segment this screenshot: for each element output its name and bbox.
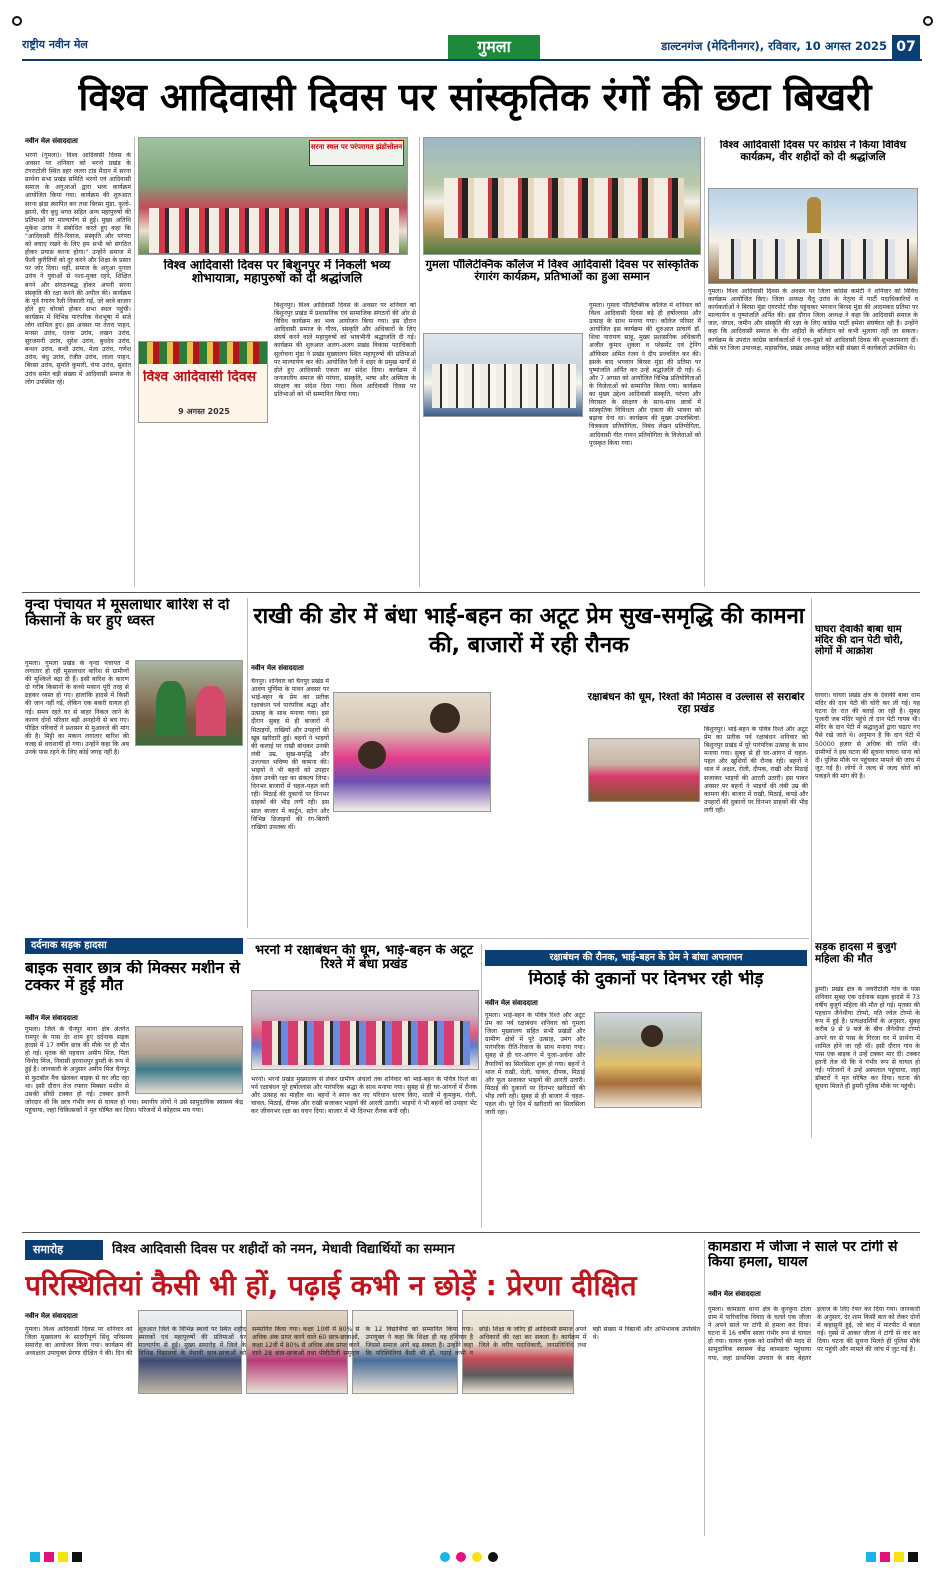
- story-elderly-headline: सड़क हादसा में बुजुर्ग महिला की मौत: [815, 942, 897, 965]
- poster-date: 9 अगस्त 2025: [178, 407, 230, 416]
- story-bharno-text: भरनो। भरनो प्रखंड मुख्यालय से लेकर ग्रामीण अंचलों तक शनिवार को भाई-बहन के पवित्र रिश्ते का पर्व रक्षाबंधन पूरे हर्षोल्लास और पारंपरिक श्रद्धा के साथ मनाया गया। सुबह से ही घर-आंगनों में रौनक और उत्साह का माहौल था। बहनों ने स्नान कर नए परिधान धारण किए, थाली में कुमकुम, रोली, चावल, मिठाई, दीपक और राखी सजाकर भाइयों की आरती उतारी। भाइयों ने भी बहनों को उपहार भेंट कर जीवनभर रक्षा का वचन दिया। बाजार में भी दिनभर रौनक बनी रही।: [251, 1076, 477, 1116]
- color-swatch-magenta: [880, 1552, 890, 1562]
- side-story-headline: कामडारा में जीजा ने साले पर टांगी से किया हमला, घायल: [708, 1240, 898, 1271]
- story-congress-text: गुमला। विश्व आदिवासी दिवस के अवसर पर जिला कांग्रेस कमेटी ने शनिवार को विविध कार्यक्रम आयोजित किए। जिला अध्यक्ष चैतू उरांव के नेतृत्व में पार्टी पदाधिकारियों व कार्यकर्ताओं ने बिरसा मुंडा एयरपोर्ट चौक पहुंचकर भगवान बिरसा मुंडा की आदमकद प्रतिमा पर माल्यार्पण व पुष्पांजलि अर्पित की। इस दौरान जिला अध्यक्ष ने कहा कि आदिवासी समाज के जल, जंगल, जमीन और संस्कृति की रक्षा के लिए कांग्रेस पार्टी हमेशा संघर्षरत रही है। उन्होंने कहा कि आदिवासी समाज के वीर शहीदों के बलिदान को कभी भुलाया नहीं जा सकता। कार्यक्रम के उपरांत कांग्रेस कार्यकर्ताओं ने एक-दूसरे को आदिवासी दिवस की शुभकामनाएं दीं। मौके पर जिला उपाध्यक्ष, महासचिव, प्रखंड अध्यक्ष सहित बड़ी संख्या में कार्यकर्ता उपस्थित थे।: [708, 288, 918, 352]
- section-rule: [22, 592, 920, 593]
- section-label: गुमला: [448, 35, 540, 59]
- story-polytechnic-headline: गुमला पॉलिटेक्निक कॉलेज में विश्व आदिवासी दिवस पर सांस्कृतिक रंगारंग कार्यक्रम, प्रतिभाओं का हुआ सम्मान: [425, 259, 699, 284]
- column-rule: [704, 137, 705, 587]
- section-rule: [247, 938, 809, 939]
- accident-tagbar: दर्दनाक सड़क हादसा: [25, 938, 243, 954]
- column-rule: [247, 598, 248, 928]
- story-congress-headline: विश्व आदिवासी दिवस पर कांग्रेस ने किया विविध कार्यक्रम, वीर शहीदों को दी श्रद्धांजलि: [719, 140, 907, 163]
- story-bishunpur-headline: विश्व आदिवासी दिवस पर बिशुनपुर में निकली भव्य शोभायात्रा, महापुरुषों को दी श्रद्धांजलि: [163, 259, 391, 286]
- section-rule: [22, 1232, 920, 1233]
- column-rule: [419, 137, 420, 587]
- story-accident-headline: बाइक सवार छात्र की मिक्सर मशीन से टक्कर में हुई मौत: [25, 960, 240, 995]
- color-swatch-yellow: [58, 1552, 68, 1562]
- column-rule: [481, 944, 482, 1228]
- side-story-text: गुमला। कामडारा थाना क्षेत्र के कुरकुरा टोला ग्राम में पारिवारिक विवाद के चलते एक जीजा ने अपने साले पर टांगी से हमला कर दिया। घटना में 16 वर्षीय साला गंभीर रूप से घायल हो गया। घायल युवक को ग्रामीणों की मदद से सामुदायिक स्वास्थ्य केंद्र कामडारा पहुंचाया गया, जहां प्राथमिक उपचार के बाद बेहतर इलाज के लिए रेफर कर दिया गया। जानकारी के अनुसार, देर शाम किसी बात को लेकर दोनों में कहासुनी हुई, जो बाद में मारपीट में बदल गई। गुस्से में आकर जीजा ने टांगी से वार कर दिया। घटना की सूचना मिलते ही पुलिस मौके पर पहुंची और मामले की जांच में जुट गई है।: [708, 1306, 920, 1362]
- main-lead-text: भरनो (गुमला)। विश्व आदिवासी दिवस के अवसर पर शनिवार को भरनो प्रखंड के टंगराटोली स्थित डहर जतरा टांड मैदान में सरना प्रार्थना सभा प्रखंड समिति भरनो एवं आदिवासी समाज के अगुआओं द्वारा भव्य कार्यक्रम आयोजित किया गया। कार्यक्रम की शुरुआत सरना झंडा स्थापित कर तथा बिरसा मुंडा, फूलो-झानो, वीर बुधु भगत सहित अन्य महापुरुषों की प्रतिमाओं पर माल्यार्पण से हुई। मुख्य अतिथि मुकेश उरांव ने संबोधित करते हुए कहा कि "आदिवासी रीति-रिवाज, संस्कृति और परंपरा को बचाए रखने के लिए हम सभी को संगठित होकर प्रयास करना होगा।" उन्होंने समाज में फैली कुरीतियों को दूर करने और शिक्षा के प्रसार पर जोर दिया। वहीं, समाज के अगुआ पुनाल उरांव ने युवाओं से नशा-मुक्त रहने, शिक्षित बनने और संगठनबद्ध होकर अपनी सरना संस्कृति की रक्षा करने की अपील की। कार्यक्रम के पूर्व रंगारंग रैली निकाली गई, जो बरवे बाजार होते हुए बोरको होकर सभा स्थल पहुंची। कार्यक्रम में विभिन्न पारंपरिक वेशभूषा में सजे लोग शामिल हुए। इस अवसर पर तेतरा पाहन, मनसा उरांव, एतवा उरांव, लखन उरांव, सुरजमनी उरांव, सुरेश उरांव, बुधदेव उरांव, बन्धन उरांव, बन्धी उरांव, मेला उरांव, गणेश उरांव, बंधु उरांव, रंजीत उरांव, लाला पाहन, बिरसा उरांव, सुमति कुमारी, चंपा उरांव, सुशांत उरांव समेत बड़ी संख्या में आदिवासी समाज के लोग उपस्थित रहे।: [25, 152, 131, 386]
- color-swatch-black: [908, 1552, 918, 1562]
- story-rakhi-sub-text: बिशुनपुर। भाई-बहन के पवित्र रिश्ते और अटूट प्रेम का प्रतीक पर्व रक्षाबंधन शनिवार को बिशुनपुर प्रखंड में पूरे पारंपरिक उत्साह के साथ मनाया गया। सुबह से ही घर-आंगन में चहल-पहल और खुशियों की रौनक रही। बहनों ने थाल में अक्षत, रोली, दीपक, राखी और मिठाई सजाकर भाइयों की आरती उतारी। इस पावन अवसर पर बहनों ने भाइयों की लंबी उम्र की कामना की। बाजार में राखी, मिठाई, कपड़े और उपहारों की दुकानों पर दिनभर ग्राहकों की भीड़ लगी रही।: [704, 726, 808, 814]
- color-swatch-black: [72, 1552, 82, 1562]
- story-elderly-text: डुमरी। प्रखंड क्षेत्र के जयरीटोली गांव के पास शनिवार सुबह एक दर्दनाक सड़क हादसे में 73 वर्षीय बुजुर्ग महिला की मौत हो गई। मृतका की पहचान जैनेथीया टोप्पो, पति ज्वेल टोप्पो के रूप में हुई है। प्रत्यक्षदर्शियों के अनुसार, सुबह करीब 9 से 9 बजे के बीच जैनेथीया टोप्पो अपने घर से पास के गिरजा घर में प्रार्थना में शामिल होने जा रही थीं। इसी दौरान गांव के पास एक बाइक ने उन्हें टक्कर मार दी। टक्कर इतनी तेज थी कि वे गंभीर रूप से घायल हो गईं। परिजनों ने उन्हें अस्पताल पहुंचाया, जहां डॉक्टरों ने मृत घोषित कर दिया। घटना की सूचना मिलते ही डुमरी पुलिस मौके पर पहुंची।: [815, 986, 920, 1091]
- story-bishunpur-text: बिशुनपुर। विश्व आदिवासी दिवस के अवसर पर शनिवार को बिशुनपुर प्रखंड में प्रशासनिक एवं सामाजिक संगठनों की ओर से विविध कार्यक्रम का भव्य आयोजन किया गया। इस दौरान आदिवासी समाज के गौरव, संस्कृति और अधिकारों के लिए संघर्ष करने वाले महापुरुषों को भावभीनी श्रद्धांजलि दी गई। कार्यक्रम की शुरुआत अलग-अलग प्रखंड विकास पदाधिकारी सुलोचना मुंडा ने प्रखंड मुख्यालय स्थित महापुरुषों की प्रतिमाओं पर माल्यार्पण कर की। आयोजित रैली ने शहर के प्रमुख मार्गों से होते हुए आदिवासी एकता का संदेश दिया। कार्यक्रम में जनजातीय समाज की परंपरा, संस्कृति, भाषा और अस्मिता के संरक्षण का संदेश दिया गया। विश्व आदिवासी दिवस पर प्रतिभाओं को भी सम्मानित किया गया।: [274, 302, 416, 399]
- page-number: 07: [892, 35, 920, 59]
- story-theft-text: घाघरा। घाघरा प्रखंड क्षेत्र के देवाकी बाबा धाम मंदिर की दान पेटी की चोरी कर ली गई। यह घटना देर रात की बताई जा रही है। सुबह पुजारी जब मंदिर पहुंचे तो दान पेटी गायब थी। मंदिर के दान पेटी में श्रद्धालुओं द्वारा चढ़ाए गए पैसे रखे जाते थे। अनुमान है कि दान पेटी में 50000 हजार से अधिक की राशि थी। ग्रामीणों ने इस घटना की सूचना घाघरा थाना को दी। पुलिस मौके पर पहुंचकर मामले की जांच में जुट गई है। लोगों ने जल्द से जल्द चोरों को पकड़ने की मांग की है।: [815, 692, 920, 780]
- story-rakhi-text: चैनपुर। शनिवार को चैनपुर प्रखंड में आवण पूर्णिमा के पावन अवसर पर भाई-बहन के प्रेम का प्रतीक रक्षाबंधन पर्व पारंपरिक श्रद्धा और उत्साह के साथ मनाया गया। इस दौरान सुबह से ही बाजारों में मिठाइयों, राखियों और उपहारों की खूब खरीदारी हुई। बहनों ने भाइयों की कलाई पर राखी बांधकर उनकी लंबी उम्र, सुख-समृद्धि और उज्ज्वल भविष्य की कामना की। भाइयों ने भी बहनों को उपहार देकर उनकी रक्षा का संकल्प लिया। दिनभर बाजारों में चहल-पहल बनी रही। मिठाई की दुकानों पर दिनभर ग्राहकों की भीड़ लगी रही। इस साल बाजार में कार्टून, स्टोन और विभिन्न डिजाइनों की रंग-बिरंगी राखियां उपलब्ध थीं।: [251, 678, 329, 831]
- sweets-tagbar: रक्षाबंधन की रौनक, भाई-बहन के प्रेम ने बांधा अपनापन: [485, 950, 807, 966]
- column-rule: [134, 137, 135, 587]
- story-polytechnic-text: गुमला। गुमला पॉलिटेक्निक कॉलेज में शनिवार को विश्व आदिवासी दिवस बड़े ही हर्षोल्लास और उत्साह के साथ मनाया गया। कॉलेज परिसर में आयोजित इस कार्यक्रम की शुरुआत प्राचार्य डॉ. शिवा नारायण साहू, मुख्य प्रशासनिक अधिकारी अजीत कुमार शुक्ला व प्लेसमेंट एवं ट्रेनिंग ऑफिसर अमित रंजन ने दीप प्रज्वलित कर की। इसके बाद भगवान बिरसा मुंडा की प्रतिमा पर पुष्पांजलि अर्पित कर उन्हें श्रद्धांजलि दी गई। 6 और 7 अगस्त को आयोजित विभिन्न प्रतियोगिताओं के विजेताओं को सम्मानित किया गया। कार्यक्रम का मुख्य उद्देश्य आदिवासी संस्कृति, परंपरा और विरासत के संरक्षण के साथ-साथ छात्रों में सांस्कृतिक विविधता और एकता की भावना को बढ़ावा देना था। कार्यक्रम की मुख्य उपलब्धियां: चित्रकला प्रतियोगिता, निबंध लेखन प्रतियोगिता, आदिवासी गीत गायन प्रतियोगिता के विजेताओं को पुरस्कृत किया गया।: [589, 302, 701, 447]
- side-byline: नवीन मेल संवाददाता: [708, 1290, 761, 1298]
- registration-mark: [12, 16, 22, 26]
- story-bharno-headline: भरनो में रक्षाबंधन की धूम, भाई-बहन के अटूट रिश्ते में बंधा प्रखंड: [254, 944, 474, 973]
- color-swatch-magenta: [44, 1552, 54, 1562]
- story-sweets-headline: मिठाई की दुकानों पर दिनभर रही भीड़: [528, 970, 764, 989]
- photo-polytechnic-group: [423, 137, 701, 255]
- samaroh-tag: समारोह: [25, 1240, 103, 1260]
- registration-dot-magenta: [456, 1552, 466, 1562]
- bottom-headline: परिस्थितियां कैसी भी हों, पढ़ाई कभी न छोड़ें : प्रेरणा दीक्षित: [25, 1269, 637, 1302]
- bottom-text-photo-mask: [136, 1308, 576, 1398]
- color-swatch-yellow: [894, 1552, 904, 1562]
- registration-dot-cyan: [440, 1552, 450, 1562]
- column-rule: [704, 1240, 705, 1536]
- photo-congress-tribute: [708, 188, 918, 284]
- main-byline: नवीन मेल संवाददाता: [25, 137, 78, 145]
- masthead-logo: राष्ट्रीय नवीन मेल: [22, 38, 88, 51]
- story-rakhi-headline: राखी की डोर में बंधा भाई-बहन का अटूट प्रेम सुख-समृद्धि की कामना की, बाजारों में रही रौनक: [253, 604, 805, 658]
- page-header: [22, 33, 922, 61]
- story-rain-text: गुमला। गुमला प्रखंड के वृन्दा पंचायत में लगातार हो रही मूसलाधार बारिश से ग्रामीणों की मुश्किलें बढ़ा दी हैं। इसी बारिश के कारण दो गरीब किसानों के कच्चे मकान पूरी तरह से ढहकर ध्वस्त हो गए। हालांकि हादसे में किसी की जान नहीं गई, लेकिन एक बकरी घायल हो गई। समय रहते घर से बाहर निकल जाने के कारण दोनों परिवार बड़ी अनहोनी से बच गए। पीड़ित परिवारों ने प्रशासन से मुआवजे की मांग की है। मिट्टी का मकान लगातार बारिश की वजह से धराशायी हो गया। उन्होंने कहा कि अब उनके पास रहने के लिए कोई जगह नहीं है।: [25, 660, 129, 757]
- column-rule: [811, 598, 812, 1138]
- poster-title: विश्व आदिवासी दिवस: [143, 370, 257, 385]
- rakhi-byline: नवीन मेल संवाददाता: [251, 664, 304, 672]
- accident-byline: नवीन मेल संवाददाता: [25, 1014, 78, 1022]
- photo-caption-box: सरना स्थल पर परंपरागत झंडोत्तोलन: [309, 140, 404, 166]
- registration-dot-black: [488, 1552, 498, 1562]
- bottom-text: गुमला। विश्व आदिवासी दिवस पर शनिवार को जिला मुख्यालय के सादगीपूर्ण सिंधु परिसमय समारोह का आयोजन किया गया। कार्यक्रम की अध्यक्षता उपायुक्त प्रेरणा दीक्षित ने की। दिन की शुरुआत जिले के विभिन्न स्थलों पर स्थित शहीद स्मारकों एवं महापुरुषों की प्रतिमाओं पर माल्यार्पण से हुई। मुख्य समारोह में जिले के विभिन्न विद्यालयों के मेधावी छात्र-छात्राओं को सम्मानित किया गया। कक्षा 10वीं में 80% से अधिक अंक प्राप्त करने वाले 60 छात्र-छात्राओं, कक्षा 12वीं में 80% से अधिक अंक प्राप्त करने वाले 28 छात्र-छात्राओं तथा पीवीटीजी समुदाय के 12 विद्यार्थियों को सम्मानित किया गया। उपायुक्त ने कहा कि शिक्षा ही वह हथियार है जिससे समाज आगे बढ़ सकता है। उन्होंने कहा कि परिस्थितियां कैसी भी हों, पढ़ाई कभी न छोड़ें। शिक्षा के जरिए ही आदिवासी समाज अपने अधिकारों की रक्षा कर सकता है। कार्यक्रम में जिले के वरीय पदाधिकारी, जनप्रतिनिधि तथा बड़ी संख्या में विद्यार्थी और अभिभावक उपस्थित थे।: [25, 1326, 700, 1358]
- photo-bharno-family: [251, 990, 479, 1070]
- story-theft-headline: घाघरा देवाकी बाबा धाम मंदिर की दान पेटी चोरी, लोगों में आक्रोश: [815, 624, 904, 657]
- sweets-byline: नवीन मेल संवाददाता: [485, 999, 538, 1007]
- bottom-byline: नवीन मेल संवाददाता: [25, 1312, 78, 1320]
- color-swatch-cyan: [866, 1552, 876, 1562]
- color-swatch-cyan: [30, 1552, 40, 1562]
- bottom-kicker: विश्व आदिवासी दिवस पर शहीदों को नमन, मेधावी विद्यार्थियों का सम्मान: [112, 1242, 455, 1257]
- story-sweets-text: गुमला। भाई-बहन के पवित्र रिश्ते और अटूट प्रेम का पर्व रक्षाबंधन शनिवार को गुमला जिला मुख्यालय सहित सभी प्रखंडों और ग्रामीण क्षेत्रों में पूरे उत्साह, उमंग और पारंपरिक रीति-रिवाज के साथ मनाया गया। सुबह से ही घर-आंगन में पूजा-अर्चना और तैयारियों का सिलसिला शुरू हो गया। बहनों ने थाल में राखी, रोली, चावल, दीपक, मिठाई और फूल सजाकर भाइयों की आरती उतारी। मिठाई की दुकानों पर दिनभर खरीदारों की भीड़ लगी रही। सुबह से ही बाजार में चहल-पहल थी। पूरे दिन में खरीदारी का सिलसिला जारी रहा।: [485, 1012, 585, 1117]
- dateline: डाल्टनगंज (मेदिनीनगर), रविवार, 10 अगस्त 2025: [661, 39, 887, 53]
- story-accident-text: गुमला। जिले के चैनपुर थाना क्षेत्र अंतर्गत रामपुर के पास देर शाम हुए दर्दनाक सड़क हादसे में 17 वर्षीय छात्र की मौके पर ही मौत हो गई। मृतक की पहचान अमीप मिंज, पिता विनोद मिंज, निवासी हरनाथपुर डुमरी के रूप में हुई है। जानकारी के अनुसार अमीप मिंज चैनपुर से फुटबॉल मैच खेलकर बाइक से घर लौट रहा था। इसी दौरान तेज रफ्तार मिक्सर मशीन से उसकी सीधी टक्कर हो गई। टक्कर इतनी जोरदार थी कि छात्र गंभीर रूप से घायल हो गया। स्थानीय लोगों ने उसे सामुदायिक स्वास्थ्य केंद्र पहुंचाया, जहां चिकित्सकों ने मृत घोषित कर दिया। परिजनों में कोहराम मच गया।: [25, 1026, 243, 1114]
- story-rakhi-sub-headline: रक्षाबंधन की धूम, रिश्तों की मिठास व उल्लास से सराबोर रहा प्रखंड: [587, 692, 805, 715]
- registration-mark: [923, 16, 933, 26]
- main-headline: विश्व आदिवासी दिवस पर सांस्कृतिक रंगों की छटा बिखरी: [78, 75, 872, 119]
- registration-dot-yellow: [472, 1552, 482, 1562]
- story-rain-headline: वृन्दा पंचायत में मूसलाधार बारिश से दो किसानों के घर हुए ध्वस्त: [25, 598, 230, 629]
- photo-tribal-gathering: [138, 137, 408, 255]
